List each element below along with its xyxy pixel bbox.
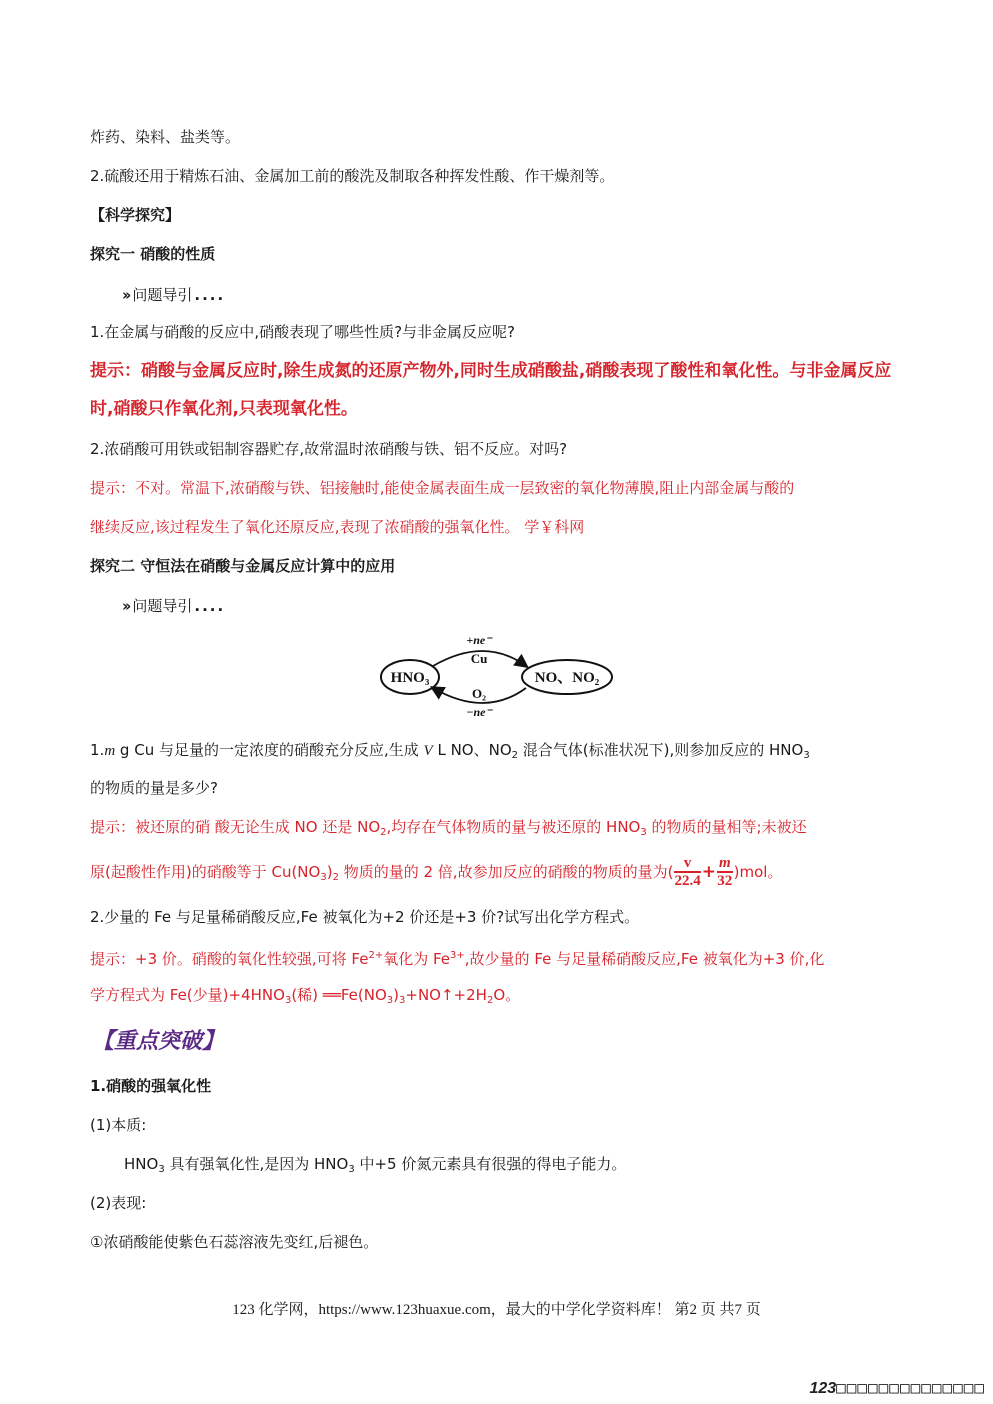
question-3: 1.m g Cu 与足量的一定浓度的硝酸充分反应,生成 V L NO、$NO_2$ 混合气体(标准状况下),则参加反应的 $HNO_3$ <box>90 741 810 761</box>
answer-1-line2: 时,硝酸只作氧化剂,只表现氧化性。 <box>90 399 358 419</box>
page-footer: 123 化学网，https://www.123huaxue.com，最大的中学化学资料库！ 第2 页 共7 页 <box>232 1302 761 1318</box>
fraction-m-over-32: $\frac{m}{32}$ <box>717 855 733 889</box>
answer-4-line1: 提示：+3 价。硝酸的氧化性较强,可将 $Fe^{2+}$氧化为 $Fe^{3+}$,故少量的 Fe 与足量稀硝酸反应,Fe 被氧化为+3 价,化 <box>90 950 825 968</box>
answer-1-line1: 提示：硝酸与金属反应时,除生成氮的还原产物外,同时生成硝酸盐,硝酸表现了酸性和氧化性。与非金属反应 <box>90 361 892 381</box>
question-guide-label: 问题导引 <box>132 597 193 615</box>
bottom-reagent-label: O₂ <box>471 686 487 701</box>
top-reagent-label: Cu <box>470 651 488 666</box>
top-electron-label: +ne⁻ <box>466 633 492 647</box>
question-guide-label: 问题导引 <box>132 286 193 304</box>
keypoint-nature-text: $HNO_3$ 具有强氧化性,是因为 $HNO_3$ 中+5 价氮元素具有很强的得电子能力。 <box>124 1155 627 1175</box>
answer-3-line2: 原(起酸性作用)的硝酸等于 $Cu(NO_3)_2$ 物质的量的 2 倍,故参加反应的硝酸的物质的量为( $\frac{v}{22.4}$ + $\frac{m}{32}$ )mol。 <box>90 855 783 889</box>
answer-4-line2: 学方程式为 Fe(少量)$+4HNO_3$(稀) $══Fe(NO_3)_3+NO↑+2H_2O$。 <box>90 986 521 1006</box>
double-chevron-icon: ›› <box>122 286 129 304</box>
double-chevron-icon: ›› <box>122 597 129 615</box>
watermark-logo: 123 <box>809 1380 837 1397</box>
keypoint-1-title: 1.硝酸的强氧化性 <box>90 1077 212 1095</box>
answer-2-line2: 继续反应,该过程发生了氧化还原反应,表现了浓硝酸的强氧化性。 学￥科网 <box>90 518 585 536</box>
explore1-title: 探究一 硝酸的性质 <box>90 245 216 263</box>
bottom-electron-label: −ne⁻ <box>466 705 492 719</box>
answer-2-line1: 提示：不对。常温下,浓硝酸与铁、铝接触时,能使金属表面生成一层致密的氧化物薄膜,阻止内部金属与酸的 <box>90 479 795 497</box>
dots-icon: .... <box>194 597 226 615</box>
diagram-right-label: NO、NO₂ <box>534 670 600 686</box>
fraction-v-over-22-4: $\frac{v}{22.4}$ <box>674 855 701 889</box>
question-guide <box>122 595 225 617</box>
keypoint-heading: 【重点突破】 <box>92 1028 225 1054</box>
diagram-left-label: HNO₃ <box>390 670 430 686</box>
text-line: 2.硫酸还用于精炼石油、金属加工前的酸洗及制取各种挥发性酸、作干燥剂等。 <box>90 167 615 185</box>
keypoint-nature-label: (1)本质: <box>90 1116 147 1134</box>
keypoint-show-item-1: ①浓硝酸能使紫色石蕊溶液先变红,后褪色。 <box>90 1233 379 1251</box>
keypoint-show-label: (2)表现: <box>90 1194 147 1212</box>
answer-3-line1: 提示：被还原的硝 酸无论生成 NO 还是 $NO_2$,均存在气体物质的量与被还原的 $HNO_3$ 的物质的量相等;未被还 <box>90 818 807 838</box>
watermark-text: □□□□□□□□□□□□□□ <box>836 1378 985 1397</box>
question-guide <box>122 284 225 306</box>
question-2: 2.浓硝酸可用铁或铝制容器贮存,故常温时浓硝酸与铁、铝不反应。对吗? <box>90 440 568 458</box>
redox-cycle-diagram <box>375 630 625 722</box>
question-1: 1.在金属与硝酸的反应中,硝酸表现了哪些性质?与非金属反应呢? <box>90 323 516 341</box>
section-heading: 【科学探究】 <box>90 206 181 224</box>
dots-icon: .... <box>194 286 226 304</box>
explore2-title: 探究二 守恒法在硝酸与金属反应计算中的应用 <box>90 557 396 575</box>
question-3-line2: 的物质的量是多少? <box>90 779 218 797</box>
question-4: 2.少量的 Fe 与足量稀硝酸反应,Fe 被氧化为+2 价还是+3 价?试写出化学方程式。 <box>90 908 640 926</box>
watermark <box>809 1378 985 1398</box>
text-line: 炸药、染料、盐类等。 <box>90 128 241 146</box>
